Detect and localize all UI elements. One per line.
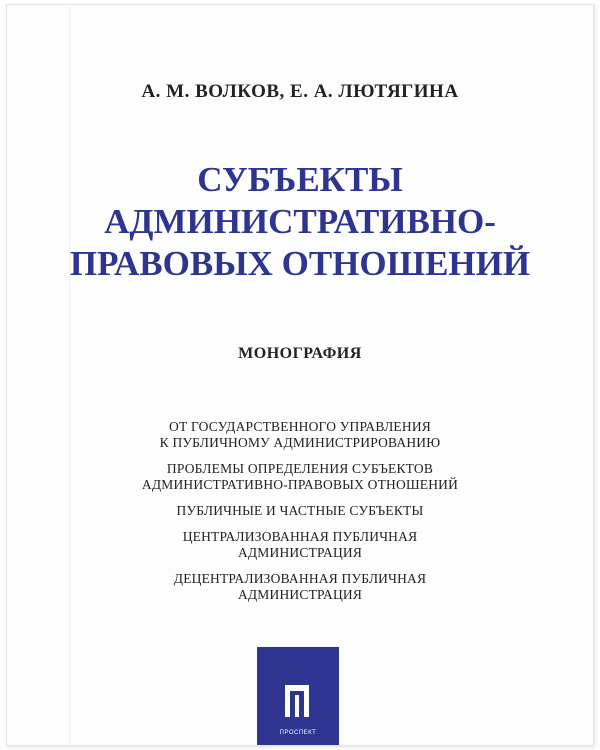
topic-item	[7, 461, 593, 493]
book-authors: А. М. ВОЛКОВ, Е. А. ЛЮТЯГИНА	[141, 81, 459, 102]
book-genre: МОНОГРАФИЯ	[238, 345, 362, 362]
publisher-logo	[257, 647, 339, 745]
title-line-3: ПРАВОВЫХ ОТНОШЕНИЙ	[69, 244, 531, 283]
book-title	[7, 159, 593, 285]
topics-list	[7, 419, 593, 613]
prospekt-logo-icon	[285, 685, 309, 717]
title-line-1: СУБЪЕКТЫ	[197, 160, 403, 199]
topic-line: К ПУБЛИЧНОМУ АДМИНИСТРИРОВАНИЮ	[159, 435, 441, 450]
topic-line: ЦЕНТРАЛИЗОВАННАЯ ПУБЛИЧНАЯ	[182, 529, 418, 544]
topic-line: АДМИНИСТРАТИВНО-ПРАВОВЫХ ОТНОШЕНИЙ	[141, 477, 459, 492]
topic-item	[7, 529, 593, 561]
publisher-name: ПРОСПЕКТ	[279, 730, 317, 736]
topic-item	[7, 571, 593, 603]
topic-line: ПРОБЛЕМЫ ОПРЕДЕЛЕНИЯ СУБЪЕКТОВ	[166, 461, 434, 476]
topic-item	[7, 503, 593, 519]
title-line-2: АДМИНИСТРАТИВНО-	[104, 202, 496, 241]
topic-line: АДМИНИСТРАЦИЯ	[237, 587, 363, 602]
topic-line: АДМИНИСТРАЦИЯ	[237, 545, 363, 560]
topic-line: ДЕЦЕНТРАЛИЗОВАННАЯ ПУБЛИЧНАЯ	[173, 571, 427, 586]
topic-line: ОТ ГОСУДАРСТВЕННОГО УПРАВЛЕНИЯ	[169, 419, 431, 434]
topic-line: ПУБЛИЧНЫЕ И ЧАСТНЫЕ СУБЪЕКТЫ	[176, 503, 424, 518]
cover-hinge-line	[69, 5, 70, 745]
topic-item	[7, 419, 593, 451]
book-cover	[6, 4, 594, 746]
